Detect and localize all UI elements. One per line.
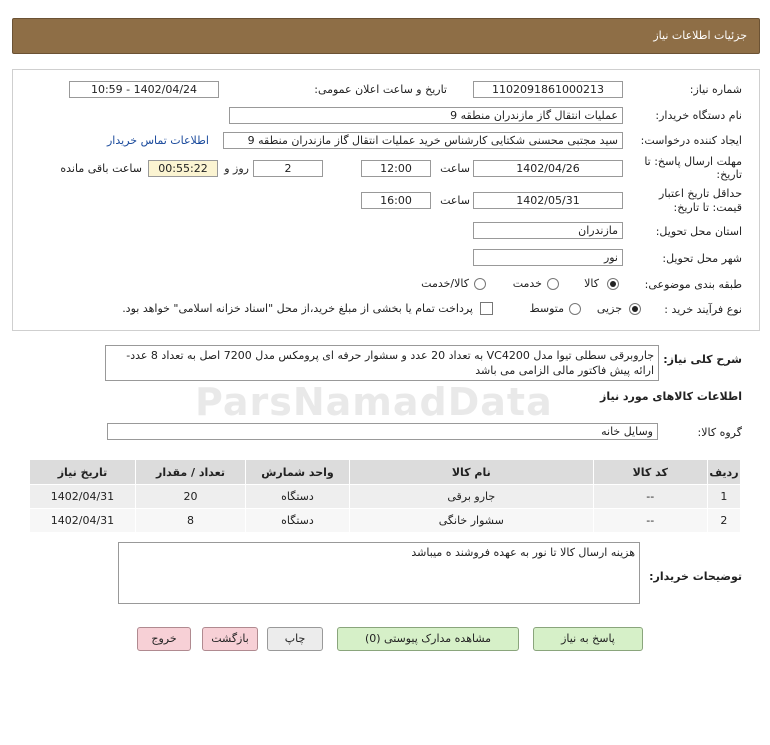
category-both-radio[interactable] — [474, 278, 486, 290]
summary-text: جاروبرقی سطلی تیوا مدل VC4200 به تعداد 20 عدد و سشوار حرفه ای پرومکس مدل 7200 اصل به تعداد 8 عدد-ارائه پیش فاکتور مالی الزامی می باشد — [105, 345, 659, 381]
summary-label: شرح کلی نیاز: — [663, 353, 742, 366]
table-header-row — [30, 460, 741, 485]
province-field: مازندران — [473, 222, 623, 239]
validity-label-1: حداقل تاریخ اعتبار — [658, 187, 742, 200]
deadline-time-field: 12:00 — [361, 160, 431, 177]
need-number-label: شماره نیاز: — [689, 83, 742, 96]
page-header — [12, 18, 760, 54]
goods-group-label: گروه کالا: — [697, 426, 742, 439]
category-goods-label: کالا — [584, 277, 599, 290]
purchase-type-label: نوع فرآیند خرید : — [664, 303, 742, 316]
days-label: روز و — [224, 162, 249, 175]
table-row — [30, 485, 741, 509]
cell-date: 1402/04/31 — [30, 509, 136, 533]
col-unit: واحد شمارش — [246, 460, 350, 485]
category-service-radio[interactable] — [547, 278, 559, 290]
col-name: نام کالا — [349, 460, 593, 485]
remaining-label: ساعت باقی مانده — [60, 162, 142, 175]
cell-qty: 8 — [135, 509, 245, 533]
goods-section-title: اطلاعات کالاهای مورد نیاز — [600, 390, 742, 403]
goods-group-field: وسایل خانه — [107, 423, 658, 440]
exit-button[interactable]: خروج — [137, 627, 191, 651]
need-number-field: 1102091861000213 — [473, 81, 623, 98]
validity-time-field: 16:00 — [361, 192, 431, 209]
province-label: استان محل تحویل: — [655, 225, 742, 238]
attachments-button[interactable]: مشاهده مدارک پیوستی (0) — [337, 627, 519, 651]
buyer-notes-label: توضیحات خریدار: — [649, 570, 742, 583]
deadline-time-label: ساعت — [440, 162, 470, 175]
announce-field: 1402/04/24 - 10:59 — [69, 81, 219, 98]
purchase-small-label: جزیی — [596, 302, 622, 315]
col-qty: تعداد / مقدار — [135, 460, 245, 485]
back-button[interactable]: بازگشت — [202, 627, 258, 651]
purchase-medium-radio[interactable] — [569, 303, 581, 315]
cell-name: سشوار خانگی — [349, 509, 593, 533]
contact-info-link[interactable]: اطلاعات تماس خریدار — [107, 134, 209, 147]
table-row — [30, 509, 741, 533]
cell-unit: دستگاه — [246, 509, 350, 533]
remaining-time-field: 00:55:22 — [148, 160, 218, 177]
deadline-date-field: 1402/04/26 — [473, 160, 623, 177]
buyer-org-field: عملیات انتقال گاز مازندران منطقه 9 — [229, 107, 623, 124]
cell-date: 1402/04/31 — [30, 485, 136, 509]
purchase-small-radio[interactable] — [629, 303, 641, 315]
deadline-label-1: مهلت ارسال پاسخ: تا — [644, 155, 742, 168]
creator-field: سید مجتبی محسنی شکتایی کارشناس خرید عملیات انتقال گاز مازندران منطقه 9 — [223, 132, 623, 149]
col-row: ردیف — [707, 460, 740, 485]
watermark: ParsNamadData — [195, 380, 553, 424]
validity-date-field: 1402/05/31 — [473, 192, 623, 209]
cell-name: جارو برقی — [349, 485, 593, 509]
category-label: طبقه بندی موضوعی: — [644, 278, 742, 291]
col-code: کد کالا — [593, 460, 707, 485]
purchase-medium-label: متوسط — [529, 302, 564, 315]
cell-row: 2 — [707, 509, 740, 533]
cell-code: -- — [593, 485, 707, 509]
goods-table — [29, 459, 741, 533]
validity-label-2: قیمت: تا تاریخ: — [673, 201, 742, 214]
cell-row: 1 — [707, 485, 740, 509]
city-field: نور — [473, 249, 623, 266]
treasury-checkbox[interactable] — [480, 302, 493, 315]
creator-label: ایجاد کننده درخواست: — [640, 134, 742, 147]
days-field: 2 — [253, 160, 323, 177]
announce-label: تاریخ و ساعت اعلان عمومی: — [314, 83, 447, 96]
col-date: تاریخ نیاز — [30, 460, 136, 485]
cell-qty: 20 — [135, 485, 245, 509]
category-service-label: خدمت — [512, 277, 542, 290]
validity-time-label: ساعت — [440, 194, 470, 207]
category-goods-radio[interactable] — [607, 278, 619, 290]
cell-code: -- — [593, 509, 707, 533]
print-button[interactable]: چاپ — [267, 627, 323, 651]
cell-unit: دستگاه — [246, 485, 350, 509]
buyer-org-label: نام دستگاه خریدار: — [655, 109, 742, 122]
deadline-label-2: تاریخ: — [716, 168, 742, 181]
category-both-label: کالا/خدمت — [421, 277, 469, 290]
treasury-note: پرداخت تمام یا بخشی از مبلغ خرید،از محل "اسناد خزانه اسلامی" خواهد بود. — [122, 302, 473, 315]
page-title: جزئیات اطلاعات نیاز — [653, 29, 747, 42]
buyer-notes-text: هزینه ارسال کالا تا نور به عهده فروشند ه میباشد — [118, 542, 640, 604]
city-label: شهر محل تحویل: — [662, 252, 742, 265]
reply-button[interactable]: پاسخ به نیاز — [533, 627, 643, 651]
